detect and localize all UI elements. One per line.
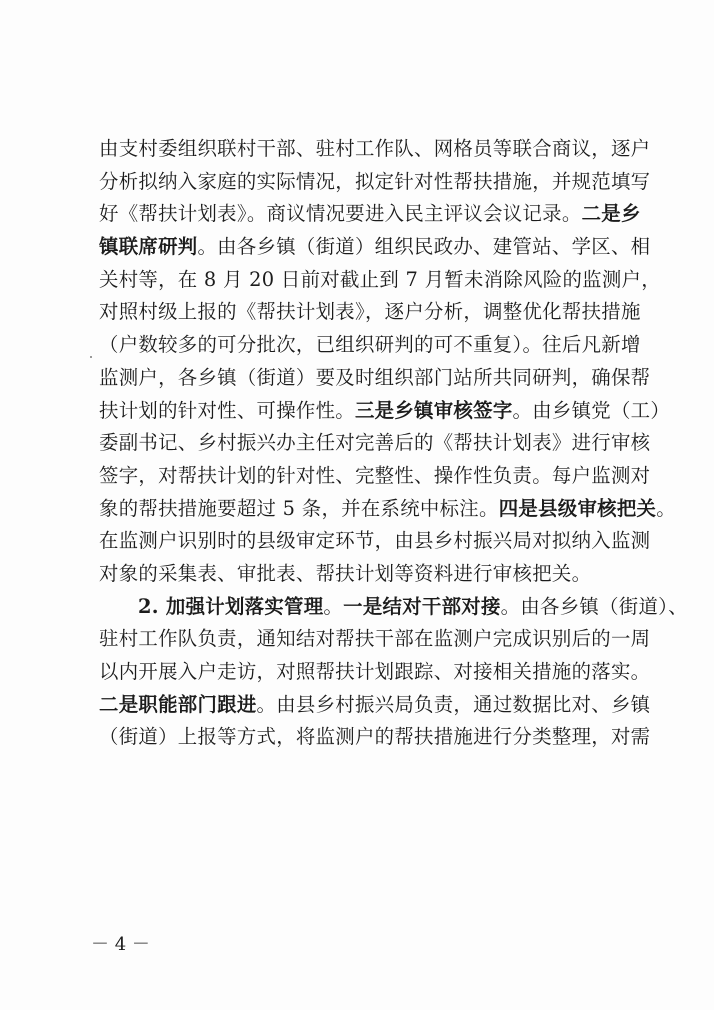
text-line [99,166,651,199]
text-line [99,198,641,231]
body-text-segment: 委副书记、乡村振兴办主任对完善后的《帮扶计划表》进行审核 [99,431,651,455]
body-text-segment: 。由各乡镇（街道）组织民政办、建管站、学区、相 [197,235,651,259]
body-text-segment: 关村等，在 8 月 20 日前对截止到 7 月暂未消除风险的监测户， [99,267,661,291]
body-text [99,133,688,754]
body-text-segment: 。由县乡村振兴局负责，通过数据比对、乡镇 [256,692,651,716]
text-line [99,721,651,754]
text-line [99,656,651,689]
body-text-segment: 。由各乡镇（街道）、 [500,594,688,618]
body-text-segment: 象的帮扶措施要超过 5 条，并在系统中标注。 [99,496,499,520]
text-line [99,525,651,558]
body-text-segment: 在监测户识别时的县级审定环节，由县乡村振兴局对拟纳入监测 [99,529,651,553]
body-text-segment: 扶计划的针对性、可操作性。 [99,398,355,422]
text-line [99,264,661,297]
body-text-segment: 对象的采集表、审批表、帮扶计划等资料进行审核把关。 [99,561,592,585]
body-text-segment: 分析拟纳入家庭的实际情况，拟定针对性帮扶措施，并规范填写 [99,169,651,193]
body-text-segment: 好《帮扶计划表》。商议情况要进入民主评议会议记录。 [99,202,582,226]
body-text-segment: 驻村工作队负责，通知结对帮扶干部在监测户完成识别后的一周 [99,627,651,651]
body-text-segment: 以内开展入户走访，对照帮扶计划跟踪、对接相关措施的落实。 [99,660,651,683]
body-text-segment: 监测户，各乡镇（街道）要及时组织部门站所共同研判，确保帮 [99,365,651,389]
body-text-segment: 。由乡镇党（工） [512,398,671,422]
body-text-segment: 。 [656,496,676,520]
body-text-segment: （户数较多的可分批次，已组织研判的可不重复）。往后凡新增 [99,333,641,357]
text-line [99,296,641,329]
text-line [99,558,625,591]
body-text-segment: （街道）上报等方式，将监测户的帮扶措施进行分类整理，对需 [99,725,651,749]
bold-heading-text: 镇联席研判 [99,235,198,259]
margin-mark [90,356,92,358]
text-line [99,362,651,395]
text-line [99,591,688,624]
bold-heading-text: 四是县级审核把关 [498,496,657,520]
text-line [99,395,671,428]
body-text-segment: 对照村级上报的《帮扶计划表》，逐户分析，调整优化帮扶措施 [99,300,641,324]
bold-heading-text: 2. 加强计划落实管理 [138,594,324,618]
bold-heading-text: 二是职能部门跟进 [99,692,257,716]
text-line [99,689,651,722]
text-line [99,231,651,264]
page-number: － 4 － [91,934,150,955]
bold-heading-text: 一是结对干部对接 [343,594,501,618]
text-line [99,427,651,460]
bold-heading-text: 二是乡 [581,202,641,226]
body-text-segment: 由支村委组织联村干部、驻村工作队、网格员等联合商议，逐户 [99,137,651,160]
body-text-segment: 。 [323,594,344,618]
text-line [99,329,641,362]
text-line [99,133,651,166]
text-line [99,460,651,493]
bold-heading-text: 三是乡镇审核签字 [354,398,513,422]
text-line [99,623,651,656]
body-text-segment: 签字，对帮扶计划的针对性、完整性、操作性负责。每户监测对 [99,463,651,487]
text-line [99,493,676,526]
